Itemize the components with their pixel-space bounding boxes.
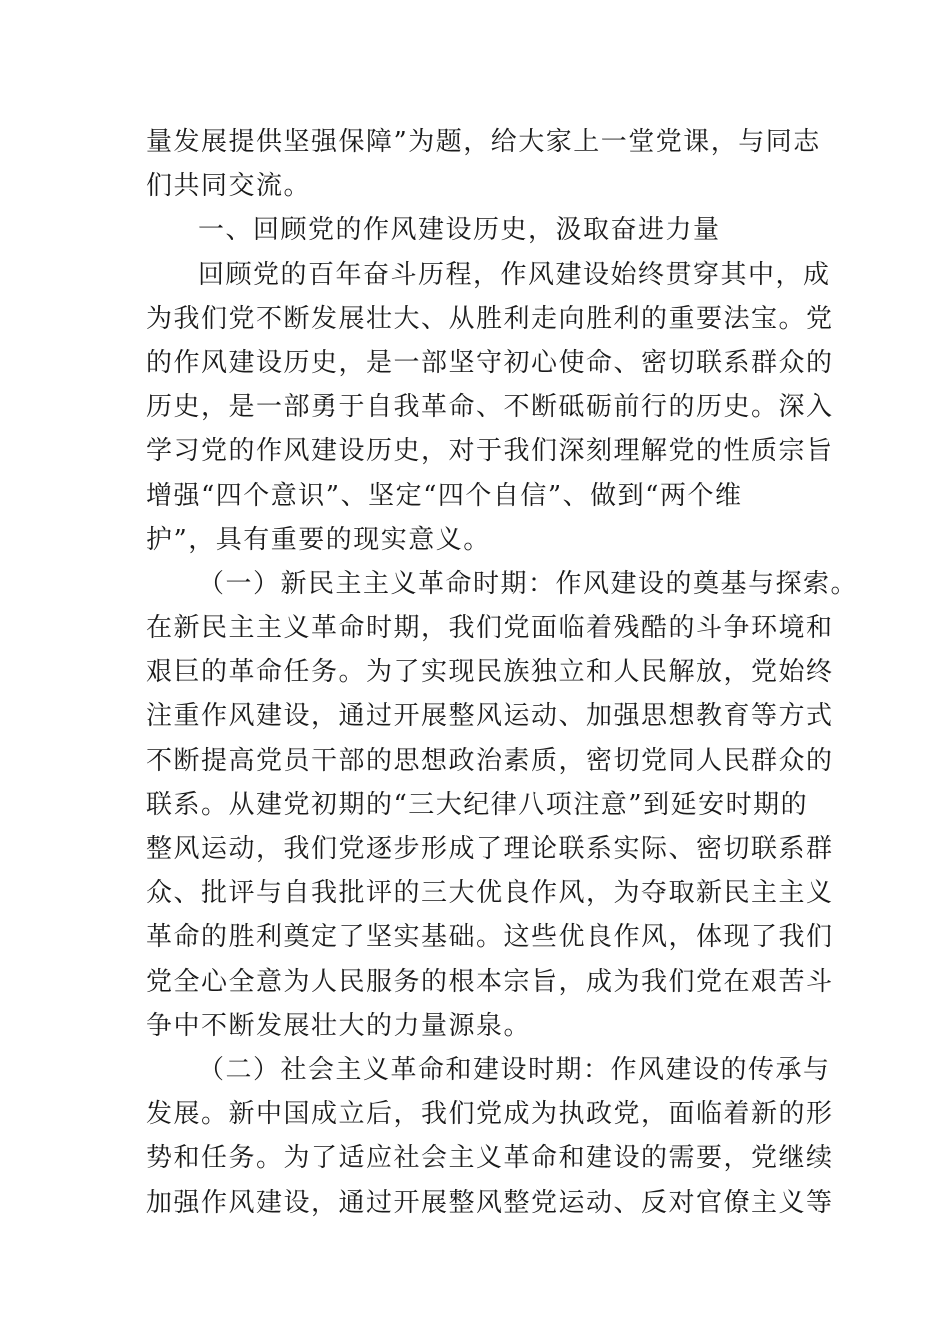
text-line: 艰巨的革命任务。为了实现民族独立和人民解放，党始终 [146, 657, 834, 688]
text-line: 党全心全意为人民服务的根本宗旨，成为我们党在艰苦斗 [146, 966, 834, 997]
text-line: 势和任务。为了适应社会主义革命和建设的需要，党继续 [146, 1143, 834, 1174]
text-line: 整风运动，我们党逐步形成了理论联系实际、密切联系群 [146, 834, 834, 864]
text-line: 加强作风建设，通过开展整风整党运动、反对官僚主义等 [146, 1187, 834, 1218]
subsection-heading-line: （一）新民主主义革命时期：作风建设的奠基与探索。 [198, 568, 859, 599]
text-line: 们共同交流。 [146, 171, 312, 202]
text-line: 的作风建设历史，是一部坚守初心使命、密切联系群众的 [146, 347, 834, 378]
subsection-heading-line: （二）社会主义革命和建设时期：作风建设的传承与 [198, 1054, 831, 1085]
paragraph-start-line: 回顾党的百年奋斗历程，作风建设始终贯穿其中，成 [198, 259, 831, 290]
text-line: 革命的胜利奠定了坚实基础。这些优良作风，体现了我们 [146, 922, 834, 953]
text-line: 增强“四个意识”、坚定“四个自信”、做到“两个维 [146, 480, 743, 511]
text-line: 护”，具有重要的现实意义。 [146, 524, 491, 555]
text-line: 历史，是一部勇于自我革命、不断砥砺前行的历史。深入 [146, 392, 834, 423]
text-line: 为我们党不断发展壮大、从胜利走向胜利的重要法宝。党 [146, 303, 834, 334]
text-line: 在新民主主义革命时期，我们党面临着残酷的斗争环境和 [146, 613, 834, 644]
body-text [146, 120, 859, 1225]
section-heading: 一、回顾党的作风建设历史，汲取奋进力量 [198, 215, 721, 246]
text-line: 发展。新中国成立后，我们党成为执政党，面临着新的形 [146, 1099, 834, 1130]
text-line: 注重作风建设，通过开展整风运动、加强思想教育等方式 [146, 701, 834, 732]
text-line: 众、批评与自我批评的三大优良作风，为夺取新民主主义 [146, 878, 834, 909]
text-line: 量发展提供坚强保障”为题，给大家上一堂党课，与同志 [146, 127, 821, 157]
text-line: 联系。从建党初期的“三大纪律八项注意”到延安时期的 [146, 789, 809, 820]
text-line: 学习党的作风建设历史，对于我们深刻理解党的性质宗旨 [146, 436, 834, 467]
text-line: 争中不断发展壮大的力量源泉。 [146, 1010, 532, 1041]
text-line: 不断提高党员干部的思想政治素质，密切党同人民群众的 [146, 745, 834, 776]
